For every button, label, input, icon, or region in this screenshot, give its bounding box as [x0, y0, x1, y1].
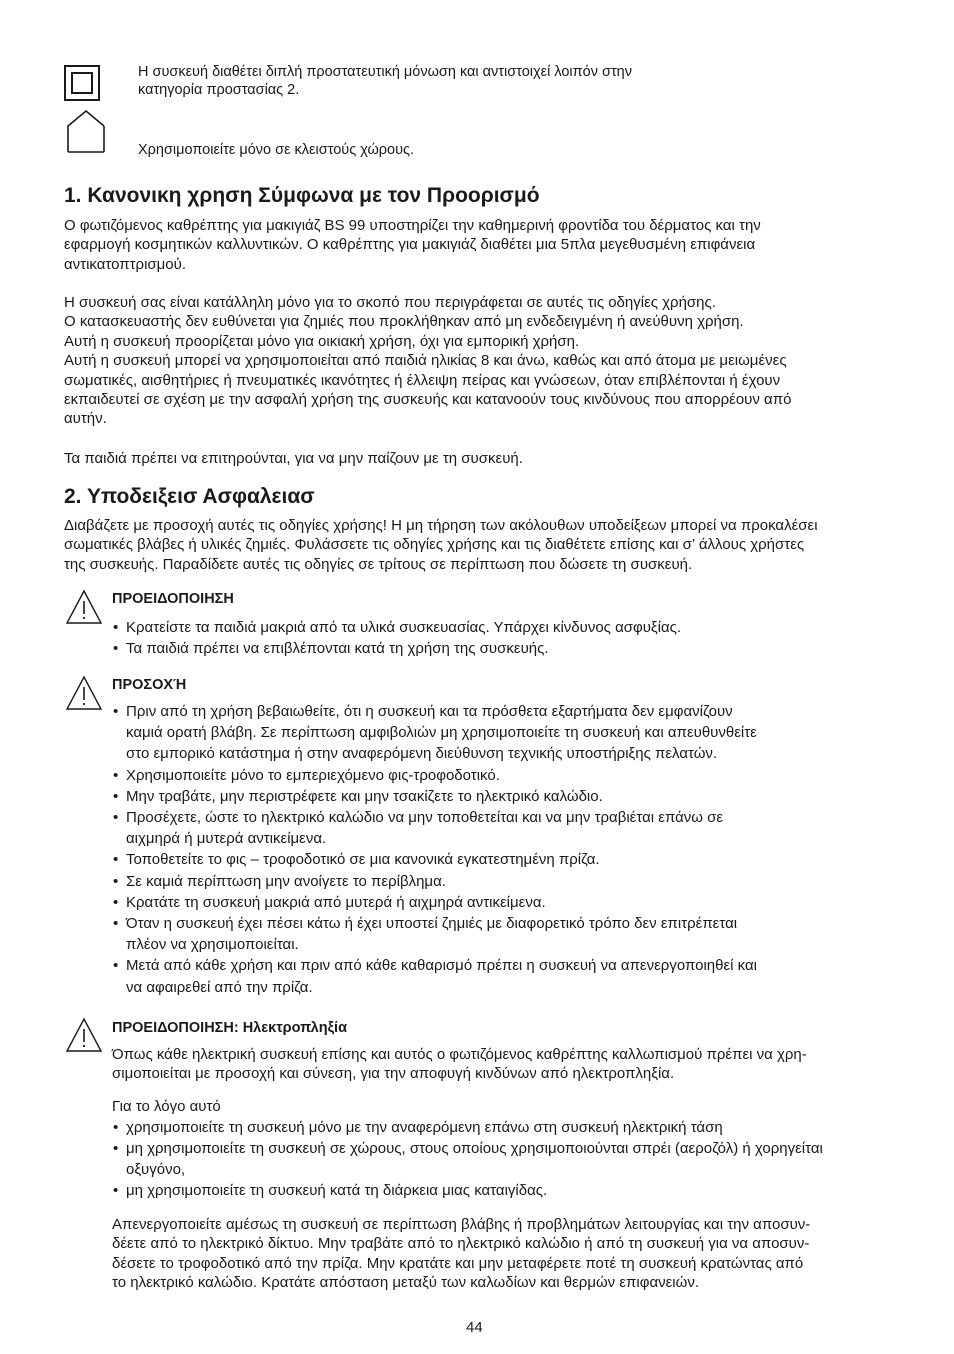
section-1-paragraph-3: Τα παιδιά πρέπει να επιτηρούνται, για να μην παίζουν με τη συσκευή. — [64, 450, 523, 467]
list-item: • Μην τραβάτε, μην περιστρέφετε και μην τσακίζετε το ηλεκτρικό καλώδιο. — [112, 786, 912, 807]
list-item: • Τα παιδιά πρέπει να επιβλέπονται κατά τη χρήση της συσκευής. — [112, 638, 912, 659]
caution-title: ΠΡΟΣΟΧΉ — [112, 677, 187, 693]
house-icon — [64, 108, 108, 154]
list-item: • χρησιμοποιείτε τη συσκευή μόνο με την αναφερόμενη επάνω στη συσκευή ηλεκτρική τάση — [112, 1117, 912, 1138]
list-item: • Τοποθετείτε το φις – τροφοδοτικό σε μια κανονικά εγκατεστημένη πρίζα. — [112, 849, 912, 870]
list-item: • Μετά από κάθε χρήση και πριν από κάθε καθαρισμό πρέπει η συσκευή να απενεργοποιηθεί και να αφαιρεθεί από την πρίζα. — [112, 955, 912, 997]
list-item: • Κρατάτε τη συσκευή μακριά από μυτερά ή αιχμηρά αντικείμενα. — [112, 892, 912, 913]
warning-2-intro: Όπως κάθε ηλεκτρική συσκευή επίσης και αυτός ο φωτιζόμενος καθρέπτης καλλωπισμού πρέπει να χρη- σιμοποιείται με προσοχή και σύνεση, για την αποφυγή κινδύνων από ηλεκτροπληξία. — [112, 1046, 807, 1083]
warning-1-title: ΠΡΟΕΙΔΟΠΟΙΗΣΗ — [112, 591, 234, 607]
double-insulation-text: Η συσκευή διαθέτει διπλή προστατευτική μόνωση και αντιστοιχεί λοιπόν στην κατηγορία προστασίας 2. — [138, 64, 632, 98]
warning-2-list — [112, 1117, 912, 1201]
section-2-intro: Διαβάζετε με προσοχή αυτές τις οδηγίες χρήσης! Η μη τήρηση των ακόλουθων υποδείξεων μπορεί να προκαλέσει σωματικές βλάβες ή υλικές ζημιές. Φυλάσσετε τις οδηγίες χρήσης και τις διαθέτετε επίσης και σ’ άλλους χρήστες της συσκευής. Παραδίδετε αυτές τις οδηγίες σε τρίτους σε περίπτωση που δώσετε τη συσκευή. — [64, 517, 818, 573]
section-1-paragraph-2: Η συσκευή σας είναι κατάλληλη μόνο για το σκοπό που περιγράφεται σε αυτές τις οδηγίες χρήσης. Ο κατασκευαστής δεν ευθύνεται για ζημιές που προκλήθηκαν από μη ενδεδειγμένη ή ανεύθυνη χρήση. Αυτή η συσκευή προορίζεται μόνο για οικιακή χρήση, όχι για εμπορική χρήση. Αυτή η συσκευή μπορεί να χρησιμοποιείται από παιδιά ηλικίας 8 και άνω, καθώς και από άτομα με μειωμένες σωματικές, αισθητήριες ή πνευματικές ικανότητες ή έλλειψη πείρας και γνώσεων, όταν επιβλέπονται ή έχουν εκπαιδευτεί σε σχέση με την ασφαλή χρήση της συσκευής και κατανοούν τους κινδύνους που απορρέουν από αυτήν. — [64, 294, 792, 428]
list-item: • Όταν η συσκευή έχει πέσει κάτω ή έχει υποστεί ζημιές με διαφορετικό τρόπο δεν επιτρέπεται πλέον να χρησιμοποιείται. — [112, 913, 912, 955]
warning-2-title: ΠΡΟΕΙΔΟΠΟΙΗΣΗ: Ηλεκτροπληξία — [112, 1020, 347, 1036]
double-square-icon — [64, 65, 100, 101]
list-item: • μη χρησιμοποιείτε τη συσκευή σε χώρους, στους οποίους χρησιμοποιούνται σπρέι (αεροζόλ) ή χορηγείται οξυγόνο, — [112, 1138, 912, 1180]
warning-triangle-icon — [65, 675, 103, 711]
warning-1-list — [112, 617, 912, 659]
list-item: • Προσέχετε, ώστε το ηλεκτρικό καλώδιο να μην τοποθετείται και να μην τραβιέται επάνω σε αιχμηρά ή μυτερά αντικείμενα. — [112, 807, 912, 849]
section-1-heading: 1. Κανονικη χρηση Σύμφωνα με τον Προορισμό — [64, 184, 540, 207]
section-1-paragraph-1: Ο φωτιζόμενος καθρέπτης για μακιγιάζ BS 99 υποστηρίζει την καθημερινή φροντίδα του δέρματος και την εφαρμογή κοσμητικών καλλυντικών. Ο καθρέπτης για μακιγιάζ διαθέτει μια 5πλα μεγεθυσμένη επιφάνεια αντικατοπτρισμού. — [64, 217, 761, 273]
warning-triangle-icon — [65, 589, 103, 625]
warning-2-lead: Για το λόγο αυτό — [112, 1098, 221, 1115]
page-number: 44 — [466, 1319, 483, 1336]
list-item: • Πριν από τη χρήση βεβαιωθείτε, ότι η συσκευή και τα πρόσθετα εξαρτήματα δεν εμφανίζουν καμιά ορατή βλάβη. Σε περίπτωση αμφιβολιών μη χρησιμοποιείτε τη συσκευή και απευθυνθείτε στο εμπορικό κατάστημα ή στην αναφερόμενη διεύθυνση τεχνικής υποστήριξης πελατών. — [112, 701, 912, 765]
indoor-use-text: Χρησιμοποιείτε μόνο σε κλειστούς χώρους. — [138, 142, 415, 158]
section-2-heading: 2. Υποδειξεισ Ασφαλειασ — [64, 485, 315, 508]
list-item: • Χρησιμοποιείτε μόνο το εμπεριεχόμενο φις-τροφοδοτικό. — [112, 765, 912, 786]
warning-2-closing: Απενεργοποιείτε αμέσως τη συσκευή σε περίπτωση βλάβης ή προβλημάτων λειτουργίας και την αποσυν- δέετε από το ηλεκτρικό δίκτυο. Μην τραβάτε από το ηλεκτρικό καλώδιο ή από τη συσκευή για να αποσυν- δέσετε το τροφοδοτικό από την πρίζα. Μην κρατάτε και μην μεταφέρετε ποτέ τη συσκευή κρατώντας από το ηλεκτρικό καλώδιο. Κρατάτε απόσταση μεταξύ των καλωδίων και θερμών επιφανειών. — [112, 1216, 811, 1292]
caution-list — [112, 701, 912, 998]
list-item: • Κρατείστε τα παιδιά μακριά από τα υλικά συσκευασίας. Υπάρχει κίνδυνος ασφυξίας. — [112, 617, 912, 638]
warning-triangle-icon — [65, 1017, 103, 1053]
list-item: • Σε καμιά περίπτωση μην ανοίγετε το περίβλημα. — [112, 871, 912, 892]
list-item: • μη χρησιμοποιείτε τη συσκευή κατά τη διάρκεια μιας καταιγίδας. — [112, 1180, 912, 1201]
